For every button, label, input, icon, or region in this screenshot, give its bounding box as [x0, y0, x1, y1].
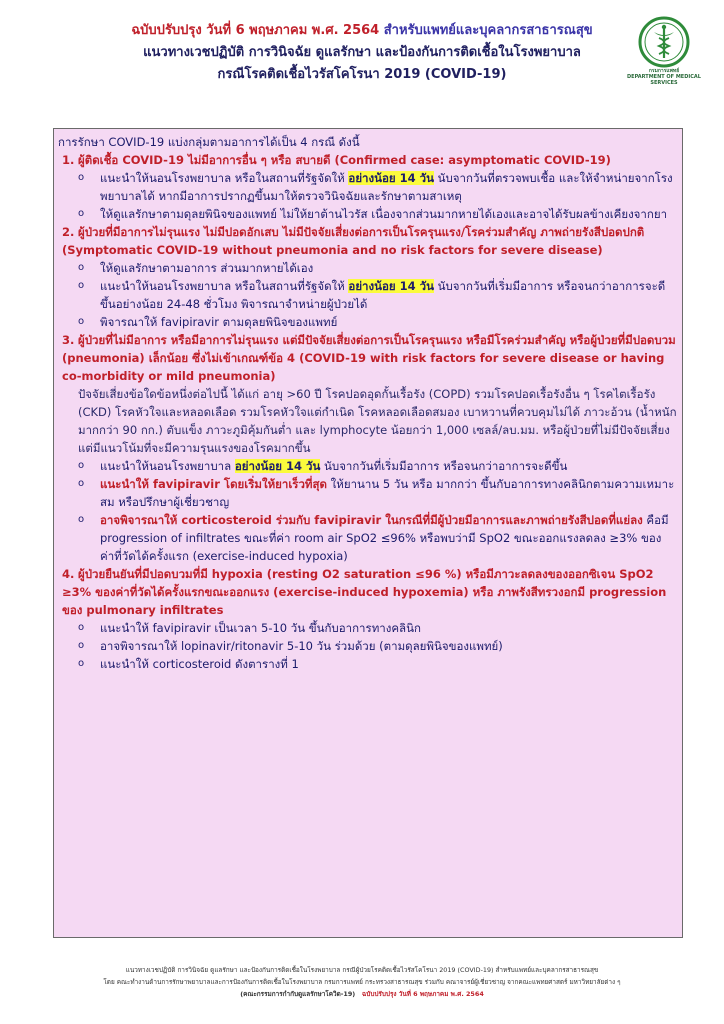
document-header: [0, 20, 724, 86]
case-4-heading: 4. ผู้ป่วยยืนยันที่มีปอดบวมที่มี hypoxia (resting O2 saturation ≤96 %) หรือมีภาวะลดลงของออกซิเจน SpO2 ≥3% ของค่าที่วัดได้ครั้งแรกขณะออกแรง (exercise-induced hypoxemia) หรือ ภาพรังสีทรวงอกมี progression ของ pulmonary infiltrates: [62, 567, 667, 617]
intro-text: การรักษา COVID-19 แบ่งกลุ่มตามอาการได้เป็น 4 กรณี ดังนี้: [58, 135, 360, 149]
case-3-heading: 3. ผู้ป่วยที่ไม่มีอาการ หรือมีอาการไม่รุนแรง แต่มีปัจจัยเสี่ยงต่อการเป็นโรครุนแรง หรือมีโรคร่วมสำคัญ หรือผู้ป่วยที่มีปอดบวม (pneumonia) เล็กน้อย ซึ่งไม่เข้าเกณฑ์ข้อ 4 (COVID-19 with risk factors for severe disease or having co-morbidity or mild pneumonia): [62, 333, 676, 383]
list-item: o อาจพิจารณาให้ corticosteroid ร่วมกับ favipiravir ในกรณีที่มีผู้ป่วยมีอาการและภาพถ่ายรังสีปอดที่แย่ลง คือมี progression of infiltrates ขณะที่ค่า room air SpO2 ≤96% หรือพบว่ามี SpO2 ขณะออกแรงลดลง ≥3% ของค่าที่วัดได้ครั้งแรก (exercise-induced hypoxia): [78, 513, 669, 563]
document-footer: [0, 964, 724, 1000]
duration-highlight: อย่างน้อย 14 วัน: [348, 171, 434, 185]
audience-label: สำหรับแพทย์และบุคลากรสาธารณสุข: [379, 23, 593, 38]
list-item: o แนะนำให้นอนโรงพยาบาล หรือในสถานที่รัฐจัดให้ อย่างน้อย 14 วัน นับจากวันที่เริ่มมีอาการ หรือจนกว่าอาการจะดีขึ้นอย่างน้อย 24-48 ชั่วโมง พิจารณาจำหน่ายผู้ป่วยได้: [78, 279, 666, 311]
treatment-content: [56, 133, 680, 673]
list-item: o ให้ดูแลรักษาตามอาการ ส่วนมากหายได้เอง: [78, 261, 314, 275]
case-1-heading: 1. ผู้ติดเชื้อ COVID-19 ไม่มีอาการอื่น ๆ หรือ สบายดี (Confirmed case: asymptomatic COVID-19): [62, 153, 611, 167]
document-title: แนวทางเวชปฏิบัติ การวินิจฉัย ดูแลรักษา และป้องกันการติดเชื้อในโรงพยาบาล: [143, 45, 581, 60]
document-subtitle: กรณีโรคติดเชื้อไวรัสโคโรนา 2019 (COVID-19): [217, 67, 507, 82]
revision-date: ฉบับปรับปรุง วันที่ 6 พฤษภาคม พ.ศ. 2564: [131, 23, 380, 38]
footer-line-2: โดย คณะทำงานด้านการรักษาพยาบาลและการป้องกันการติดเชื้อในโรงพยาบาล กรมการแพทย์ กระทรวงสาธารณสุข ร่วมกับ คณาจารย์ผู้เชี่ยวชาญ จากคณะแพทยศาสตร์ มหาวิทยาลัยต่าง ๆ: [103, 978, 621, 986]
department-logo: [627, 16, 701, 90]
list-item: o แนะนำให้นอนโรงพยาบาล หรือในสถานที่รัฐจัดให้ อย่างน้อย 14 วัน นับจากวันที่ตรวจพบเชื้อ และให้จำหน่ายจากโรงพยาบาลได้ หากมีอาการปรากฏขึ้นมาให้ตรวจวินิจฉัยและรักษาตามสาเหตุ: [78, 171, 673, 203]
footer-line-1: แนวทางเวชปฏิบัติ การวินิจฉัย ดูแลรักษา และป้องกันการติดเชื้อในโรงพยาบาล กรณีผู้ป่วยโรคติดเชื้อไวรัสโคโรนา 2019 (COVID-19) สำหรับแพทย์และบุคลากรสาธารณสุข: [125, 966, 599, 974]
list-item: o พิจารณาให้ favipiravir ตามดุลยพินิจของแพทย์: [78, 315, 338, 329]
list-item: o แนะนำให้ favipiravir เป็นเวลา 5-10 วัน ขึ้นกับอาการทางคลินิก: [78, 621, 421, 635]
case-4-bullets: [56, 619, 680, 673]
duration-highlight: อย่างน้อย 14 วัน: [348, 279, 434, 293]
list-item: o แนะนำให้ corticosteroid ดังตารางที่ 1: [78, 657, 299, 671]
list-item: o แนะนำให้ favipiravir โดยเริ่มให้ยาเร็วที่สุด ให้ยานาน 5 วัน หรือ มากกว่า ขึ้นกับอาการทางคลินิกตามความเหมาะสม หรือปรึกษาผู้เชี่ยวชาญ: [78, 477, 675, 509]
case-2-heading: 2. ผู้ป่วยที่มีอาการไม่รุนแรง ไม่มีปอดอักเสบ ไม่มีปัจจัยเสี่ยงต่อการเป็นโรครุนแรง/โรคร่วมสำคัญ ภาพถ่ายรังสีปอดปกติ (Symptomatic COVID-19 without pneumonia and no risk factors for severe disease): [62, 225, 645, 257]
list-item: o ให้ดูแลรักษาตามดุลยพินิจของแพทย์ ไม่ให้ยาต้านไวรัส เนื่องจากส่วนมากหายได้เองและอาจได้รับผลข้างเคียงจากยา: [78, 207, 668, 221]
logo-caption-english: DEPARTMENT OF MEDICAL SERVICES: [627, 74, 701, 86]
case-1-bullets: [56, 169, 680, 223]
case-3-risk-factors: ปัจจัยเสี่ยงข้อใดข้อหนึ่งต่อไปนี้ ได้แก่ อายุ >60 ปี โรคปอดอุดกั้นเรื้อรัง (COPD) รวมโรคปอดเรื้อรังอื่น ๆ โรคไตเรื้อรัง (CKD) โรคหัวใจและหลอดเลือด รวมโรคหัวใจแต่กำเนิด โรคหลอดเลือดสมอง เบาหวานที่ควบคุมไม่ได้ ภาวะอ้วน (น้ำหนักมากกว่า 90 กก.) ตับแข็ง ภาวะภูมิคุ้มกันต่ำ และ lymphocyte น้อยกว่า 1,000 เซลล์/ลบ.มม. หรือผู้ป่วยที่ไม่มีปัจจัยเสี่ยงแต่มีแนวโน้มที่จะมีความรุนแรงของโรคมากขึ้น: [78, 387, 677, 455]
list-item: o อาจพิจารณาให้ lopinavir/ritonavir 5-10 วัน ร่วมด้วย (ตามดุลยพินิจของแพทย์): [78, 639, 503, 653]
case-3-bullets: [56, 457, 680, 565]
revision-line: [0, 20, 724, 42]
duration-highlight: อย่างน้อย 14 วัน: [234, 459, 321, 473]
case-2-bullets: [56, 259, 680, 331]
logo-caption-thai: กรมการแพทย์: [648, 68, 680, 74]
list-item: o แนะนำให้นอนโรงพยาบาล อย่างน้อย 14 วัน นับจากวันที่เริ่มมีอาการ หรือจนกว่าอาการจะดีขึ้น: [78, 459, 568, 473]
footer-line-3: (คณะกรรมการกำกับดูแลรักษาโควิด-19) ฉบับปรับปรุง วันที่ 6 พฤษภาคม พ.ศ. 2564: [240, 990, 484, 998]
caduceus-seal-icon: [632, 16, 696, 68]
